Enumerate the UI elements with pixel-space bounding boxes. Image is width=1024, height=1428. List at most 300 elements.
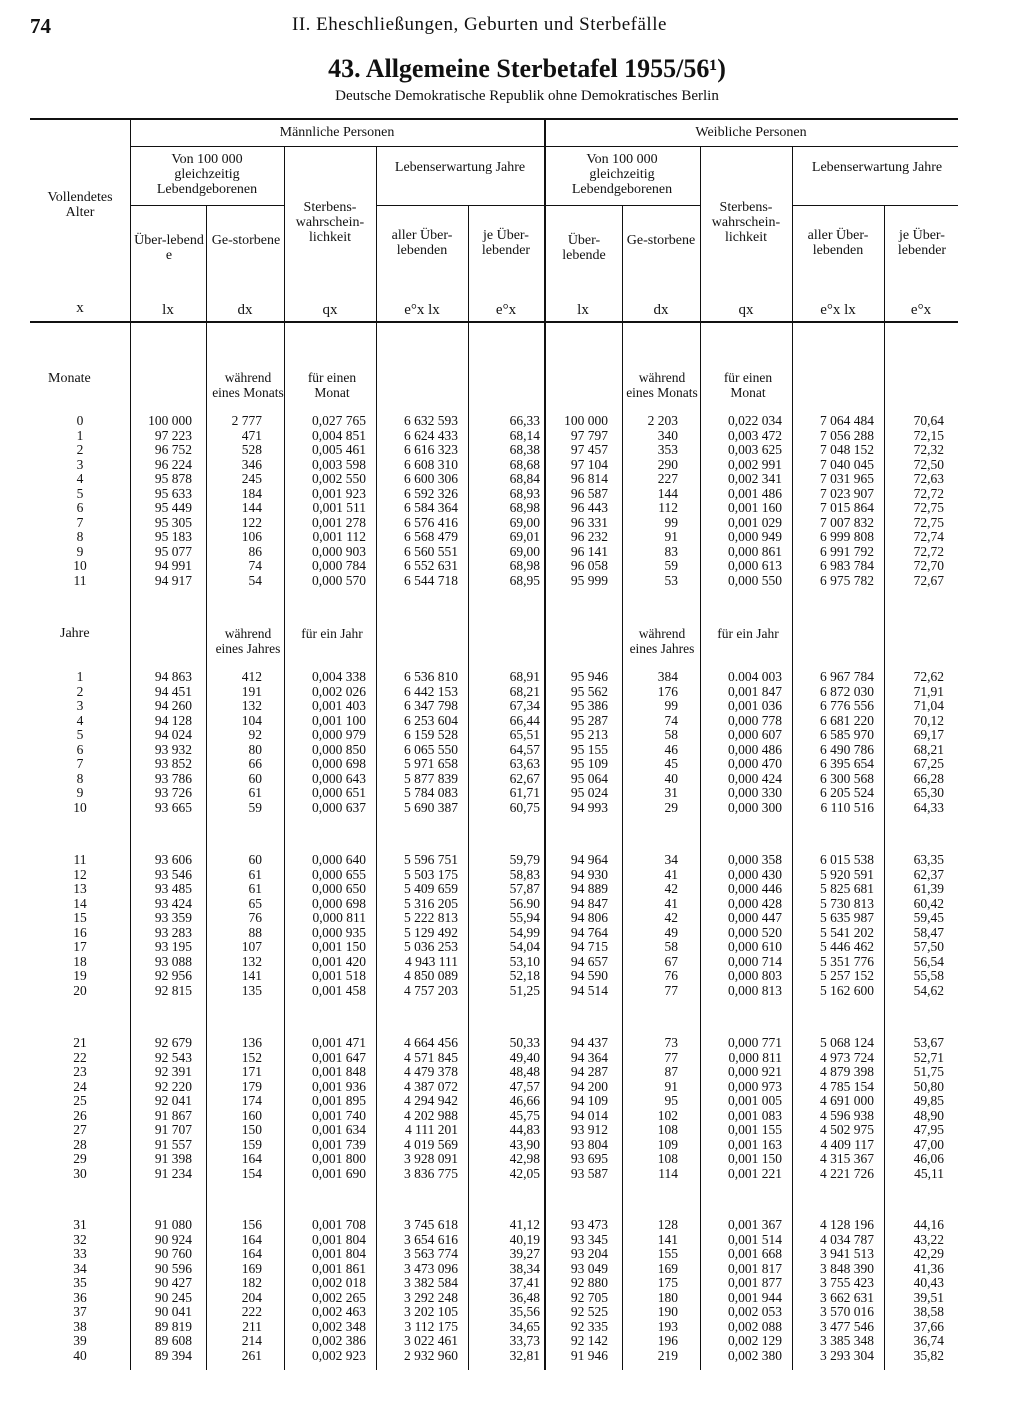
female-exlx-cell: 3 662 631 bbox=[820, 1289, 874, 1305]
male-qx-cell: 0,001 895 bbox=[312, 1093, 366, 1108]
female-exlx-cell: 6 983 784 bbox=[820, 558, 874, 573]
female-dx-cell: 175 bbox=[657, 1275, 678, 1290]
age-cell: 24 bbox=[73, 1078, 87, 1094]
female-ex-cell: 42,29 bbox=[913, 1246, 944, 1261]
male-for-year: für ein Jahr bbox=[301, 626, 363, 641]
female-dx-cell: 59 bbox=[664, 558, 678, 573]
male-exlx-cell: 3 473 096 bbox=[404, 1260, 458, 1276]
subgroup-rule bbox=[130, 205, 284, 206]
female-lx-cell: 94 993 bbox=[570, 799, 608, 815]
female-dx-cell: 40 bbox=[664, 770, 678, 786]
female-header: Weibliche Personen bbox=[695, 125, 807, 140]
age-cell: 8 bbox=[76, 529, 84, 544]
male-dx-cell: 528 bbox=[241, 442, 262, 457]
male-lx-cell: 92 679 bbox=[154, 1035, 192, 1050]
female-lx-cell: 94 715 bbox=[570, 939, 608, 954]
female-qx-cell: 0,001 668 bbox=[728, 1246, 782, 1261]
male-during-year: während eines Jahres bbox=[215, 626, 281, 656]
male-dx-cell: 60 bbox=[248, 852, 262, 867]
female-ex-cell: 72,62 bbox=[913, 669, 944, 684]
female-ex-cell: 63,35 bbox=[913, 852, 944, 867]
female-exlx-cell: 6 999 808 bbox=[820, 529, 874, 544]
female-qx-cell: 0,000 300 bbox=[728, 799, 782, 815]
female-qx-cell: 0,000 714 bbox=[728, 953, 782, 969]
female-dx-cell: 87 bbox=[664, 1064, 678, 1079]
male-ex-cell: 44,83 bbox=[509, 1122, 540, 1137]
male-lx-cell: 91 080 bbox=[154, 1217, 192, 1232]
female-lx-cell: 94 764 bbox=[570, 924, 608, 940]
female-prob-header: Sterbens-wahrschein-lichkeit bbox=[711, 200, 781, 245]
female-ex-cell: 69,17 bbox=[913, 727, 944, 742]
female-ex-cell: 41,36 bbox=[913, 1260, 944, 1276]
male-dx-cell: 132 bbox=[241, 698, 262, 713]
male-lx-cell: 89 819 bbox=[154, 1318, 192, 1334]
age-cell: 13 bbox=[73, 881, 87, 896]
male-lx-cell: 95 305 bbox=[154, 514, 192, 530]
female-lx-cell: 94 514 bbox=[570, 982, 608, 998]
male-dx-cell: 222 bbox=[241, 1304, 262, 1319]
female-for-year: für ein Jahr bbox=[717, 626, 779, 641]
age-cell: 3 bbox=[76, 456, 84, 472]
female-qx-cell: 0,002 088 bbox=[728, 1318, 782, 1334]
female-ex-cell: 71,91 bbox=[913, 683, 944, 699]
col-divider bbox=[622, 205, 623, 1370]
female-qx-cell: 0,001 847 bbox=[728, 683, 782, 699]
male-lx-cell: 92 956 bbox=[154, 968, 192, 983]
male-exlx-cell: 4 294 942 bbox=[404, 1093, 458, 1108]
female-ex-cell: 50,80 bbox=[913, 1078, 944, 1094]
female-lx-cell: 95 024 bbox=[570, 785, 608, 800]
female-exlx-cell: 6 967 784 bbox=[820, 669, 874, 684]
female-exlx-cell: 7 048 152 bbox=[820, 442, 874, 457]
male-ex-cell: 45,75 bbox=[509, 1107, 540, 1123]
male-dx-cell: 154 bbox=[241, 1165, 262, 1181]
female-exlx-cell: 6 490 786 bbox=[820, 741, 874, 757]
female-ex-cell: 72,32 bbox=[913, 442, 944, 457]
female-dx-cell: 112 bbox=[658, 500, 678, 515]
male-ex-cell: 46,66 bbox=[509, 1093, 540, 1108]
female-lx-cell: 95 155 bbox=[570, 741, 608, 757]
female-lx-cell: 95 946 bbox=[570, 669, 608, 684]
age-cell: 5 bbox=[76, 727, 84, 742]
female-lx-cell: 94 964 bbox=[570, 852, 608, 867]
male-dx-cell: 191 bbox=[241, 683, 262, 699]
female-ex-cell: 58,47 bbox=[913, 924, 944, 940]
female-qx-cell: 0,000 607 bbox=[728, 727, 782, 742]
male-exlx-cell: 3 022 461 bbox=[404, 1333, 458, 1348]
age-cell: 23 bbox=[73, 1064, 87, 1079]
male-qx-cell: 0,000 643 bbox=[312, 770, 366, 786]
age-cell: 14 bbox=[73, 895, 87, 911]
age-cell: 36 bbox=[73, 1289, 87, 1305]
male-qx-cell: 0,002 923 bbox=[312, 1347, 366, 1363]
age-cell: 40 bbox=[73, 1347, 87, 1363]
age-cell: 10 bbox=[73, 558, 87, 573]
female-exlx-cell: 5 730 813 bbox=[820, 895, 874, 911]
female-lx-cell: 95 109 bbox=[570, 756, 608, 771]
female-ex-cell: 72,50 bbox=[913, 456, 944, 472]
female-dx-cell: 109 bbox=[657, 1136, 678, 1152]
male-qx-cell: 0,000 650 bbox=[312, 881, 366, 896]
female-ex-cell: 72,75 bbox=[913, 514, 944, 530]
female-dx-cell: 2 203 bbox=[647, 413, 678, 428]
male-header: Männliche Personen bbox=[279, 125, 395, 140]
male-dx-cell: 211 bbox=[242, 1318, 262, 1334]
female-exlx-cell: 3 848 390 bbox=[820, 1260, 874, 1276]
male-exlx-cell: 4 571 845 bbox=[404, 1049, 458, 1065]
male-lx-cell: 90 245 bbox=[154, 1289, 192, 1305]
female-exlx-cell: 5 825 681 bbox=[820, 881, 874, 896]
female-lx-cell: 93 695 bbox=[570, 1151, 608, 1166]
female-exlx-cell: 3 755 423 bbox=[820, 1275, 874, 1290]
male-ex-cell: 69,01 bbox=[509, 529, 540, 544]
female-ex-cell: 72,75 bbox=[913, 500, 944, 515]
female-dx-cell: 49 bbox=[664, 924, 678, 940]
male-qx-cell: 0,001 804 bbox=[312, 1231, 366, 1247]
male-ex-cell: 43,90 bbox=[509, 1136, 540, 1152]
female-dx-cell: 155 bbox=[657, 1246, 678, 1261]
female-deceased-header: Ge-storbene bbox=[626, 233, 696, 248]
female-dx-cell: 144 bbox=[657, 485, 678, 501]
male-dx-cell: 171 bbox=[241, 1064, 262, 1079]
age-cell: 2 bbox=[76, 683, 84, 699]
male-dx-cell: 122 bbox=[241, 514, 262, 530]
male-prob-header: Sterbens-wahrschein-lichkeit bbox=[295, 200, 365, 245]
symbol-exlx: e°x lx bbox=[404, 302, 440, 318]
age-cell: 4 bbox=[76, 471, 84, 486]
male-ex-cell: 60,75 bbox=[509, 799, 540, 815]
male-exlx-cell: 5 503 175 bbox=[404, 866, 458, 882]
male-exlx-cell: 3 202 105 bbox=[404, 1304, 458, 1319]
male-qx-cell: 0,001 634 bbox=[312, 1122, 366, 1137]
male-dx-cell: 106 bbox=[241, 529, 262, 544]
female-ex-cell: 38,58 bbox=[913, 1304, 944, 1319]
female-dx-cell: 58 bbox=[664, 727, 678, 742]
female-survivors-header: Über-lebende bbox=[562, 233, 606, 263]
male-exlx-cell: 4 757 203 bbox=[404, 982, 458, 998]
female-dx-cell: 73 bbox=[664, 1035, 678, 1050]
male-ex-cell: 66,33 bbox=[509, 413, 540, 428]
female-lx-cell: 94 437 bbox=[570, 1035, 608, 1050]
female-ex-cell: 40,43 bbox=[913, 1275, 944, 1290]
age-cell: 10 bbox=[73, 799, 87, 815]
age-cell: 34 bbox=[73, 1260, 87, 1276]
female-lx-cell: 93 912 bbox=[570, 1122, 608, 1137]
male-lx-cell: 91 398 bbox=[154, 1151, 192, 1166]
female-ex-cell: 55,58 bbox=[913, 968, 944, 983]
female-exlx-cell: 4 221 726 bbox=[820, 1165, 874, 1181]
female-ex-cell: 59,45 bbox=[913, 910, 944, 925]
female-ex-cell: 48,90 bbox=[913, 1107, 944, 1123]
header-bottom-rule bbox=[30, 321, 958, 323]
female-each-header: je Über-lebender bbox=[897, 228, 947, 258]
male-exlx-cell: 2 932 960 bbox=[404, 1347, 458, 1363]
female-qx-cell: 0,000 778 bbox=[728, 712, 782, 728]
female-dx-cell: 41 bbox=[664, 895, 678, 911]
male-lx-cell: 94 260 bbox=[154, 698, 192, 713]
female-qx-cell: 0,000 550 bbox=[728, 572, 782, 588]
female-exlx-cell: 4 973 724 bbox=[820, 1049, 874, 1065]
male-ex-cell: 59,79 bbox=[509, 852, 540, 867]
male-qx-cell: 0,000 979 bbox=[312, 727, 366, 742]
male-dx-cell: 160 bbox=[241, 1107, 262, 1123]
age-cell: 4 bbox=[76, 712, 84, 728]
female-exlx-cell: 6 300 568 bbox=[820, 770, 874, 786]
female-qx-cell: 0,000 330 bbox=[728, 785, 782, 800]
male-lx-cell: 96 224 bbox=[154, 456, 192, 472]
age-cell: 12 bbox=[73, 866, 87, 882]
female-exlx-cell: 5 351 776 bbox=[820, 953, 874, 969]
male-ex-cell: 53,10 bbox=[509, 953, 540, 969]
male-ex-cell: 42,05 bbox=[509, 1165, 540, 1181]
male-qx-cell: 0,001 690 bbox=[312, 1165, 366, 1181]
symbol-qx: qx bbox=[738, 302, 754, 318]
male-dx-cell: 61 bbox=[248, 881, 262, 896]
male-qx-cell: 0,000 698 bbox=[312, 756, 366, 771]
male-qx-cell: 0,001 278 bbox=[312, 514, 366, 530]
female-qx-cell: 0,002 380 bbox=[728, 1347, 782, 1363]
male-exlx-cell: 6 568 479 bbox=[404, 529, 458, 544]
female-lx-cell: 96 058 bbox=[570, 558, 608, 573]
male-survivors-header: Über-lebende bbox=[134, 233, 204, 263]
male-exlx-cell: 6 608 310 bbox=[404, 456, 458, 472]
female-qx-cell: 0,000 973 bbox=[728, 1078, 782, 1094]
male-qx-cell: 0,002 550 bbox=[312, 471, 366, 486]
female-dx-cell: 176 bbox=[657, 683, 678, 699]
female-lx-cell: 96 587 bbox=[570, 485, 608, 501]
female-ex-cell: 36,74 bbox=[913, 1333, 944, 1348]
male-lx-cell: 91 867 bbox=[154, 1107, 192, 1123]
male-exlx-cell: 6 592 326 bbox=[404, 485, 458, 501]
female-for-month: für einen Monat bbox=[723, 370, 773, 400]
male-qx-cell: 0,002 265 bbox=[312, 1289, 366, 1305]
female-exlx-cell: 4 409 117 bbox=[820, 1136, 874, 1152]
subgroup-rule bbox=[376, 205, 544, 206]
male-dx-cell: 132 bbox=[241, 953, 262, 969]
male-ex-cell: 41,12 bbox=[509, 1217, 540, 1232]
male-qx-cell: 0,001 739 bbox=[312, 1136, 366, 1152]
female-ex-cell: 52,71 bbox=[913, 1049, 944, 1065]
male-ex-cell: 54,04 bbox=[509, 939, 540, 954]
age-cell: 18 bbox=[73, 953, 87, 969]
col-divider bbox=[468, 205, 469, 1370]
male-lx-cell: 94 917 bbox=[154, 572, 192, 588]
female-exlx-cell: 7 007 832 bbox=[820, 514, 874, 530]
male-ex-cell: 68,91 bbox=[509, 669, 540, 684]
female-exlx-cell: 6 110 516 bbox=[820, 799, 874, 815]
female-exlx-cell: 7 064 484 bbox=[820, 413, 874, 428]
col-divider bbox=[884, 205, 885, 1370]
male-lx-cell: 93 932 bbox=[154, 741, 192, 757]
male-qx-cell: 0,001 511 bbox=[312, 500, 366, 515]
female-ex-cell: 70,12 bbox=[913, 712, 944, 728]
male-ex-cell: 68,21 bbox=[509, 683, 540, 699]
male-lx-cell: 93 546 bbox=[154, 866, 192, 882]
male-for-month: für einen Monat bbox=[307, 370, 357, 400]
female-dx-cell: 91 bbox=[664, 529, 678, 544]
male-dx-cell: 159 bbox=[241, 1136, 262, 1152]
female-exlx-cell: 4 128 196 bbox=[820, 1217, 874, 1232]
male-qx-cell: 0,000 935 bbox=[312, 924, 366, 940]
female-during-month: während eines Monats bbox=[626, 370, 698, 400]
female-qx-cell: 0,002 053 bbox=[728, 1304, 782, 1319]
female-dx-cell: 77 bbox=[664, 1049, 678, 1065]
male-lx-cell: 91 234 bbox=[154, 1165, 192, 1181]
male-exlx-cell: 4 111 201 bbox=[405, 1122, 458, 1137]
male-dx-cell: 59 bbox=[248, 799, 262, 815]
male-lx-cell: 95 633 bbox=[154, 485, 192, 501]
female-ex-cell: 54,62 bbox=[913, 982, 944, 998]
female-lx-cell: 95 999 bbox=[570, 572, 608, 588]
female-lx-cell: 93 587 bbox=[570, 1165, 608, 1181]
age-cell: 27 bbox=[73, 1122, 87, 1137]
symbol-ex: e°x bbox=[910, 302, 932, 318]
female-lx-cell: 93 473 bbox=[570, 1217, 608, 1232]
female-lx-cell: 94 014 bbox=[570, 1107, 608, 1123]
female-qx-cell: 0,000 803 bbox=[728, 968, 782, 983]
male-qx-cell: 0,027 765 bbox=[312, 413, 366, 428]
female-lx-cell: 92 142 bbox=[570, 1333, 608, 1348]
male-dx-cell: 74 bbox=[248, 558, 262, 573]
female-exlx-cell: 4 785 154 bbox=[820, 1078, 874, 1094]
male-qx-cell: 0,000 850 bbox=[312, 741, 366, 757]
age-cell: 37 bbox=[73, 1304, 87, 1319]
female-dx-cell: 114 bbox=[658, 1165, 678, 1181]
female-lx-cell: 97 104 bbox=[570, 456, 608, 472]
male-ex-cell: 52,18 bbox=[509, 968, 540, 983]
female-qx-cell: 0,000 470 bbox=[728, 756, 782, 771]
male-lx-cell: 93 088 bbox=[154, 953, 192, 969]
female-ex-cell: 72,15 bbox=[913, 427, 944, 443]
male-dx-cell: 135 bbox=[241, 982, 262, 998]
male-ex-cell: 68,95 bbox=[509, 572, 540, 588]
age-cell: 6 bbox=[76, 741, 84, 757]
female-lx-cell: 93 049 bbox=[570, 1260, 608, 1276]
col-divider bbox=[376, 146, 377, 1370]
male-exlx-cell: 3 563 774 bbox=[404, 1246, 458, 1261]
male-qx-cell: 0,003 598 bbox=[312, 456, 366, 472]
female-dx-cell: 108 bbox=[657, 1122, 678, 1137]
female-qx-cell: 0,000 949 bbox=[728, 529, 782, 544]
male-lx-cell: 95 878 bbox=[154, 471, 192, 486]
male-dx-cell: 2 777 bbox=[231, 413, 262, 428]
female-lx-cell: 94 889 bbox=[570, 881, 608, 896]
male-dx-cell: 88 bbox=[248, 924, 262, 940]
male-exlx-cell: 6 632 593 bbox=[404, 413, 458, 428]
male-qx-cell: 0,001 420 bbox=[312, 953, 366, 969]
age-cell: 3 bbox=[76, 698, 84, 713]
male-lx-cell: 91 557 bbox=[154, 1136, 192, 1152]
male-lx-cell: 90 596 bbox=[154, 1260, 192, 1276]
female-qx-cell: 0,000 428 bbox=[728, 895, 782, 911]
male-ex-cell: 67,34 bbox=[509, 698, 540, 713]
age-cell: 29 bbox=[73, 1151, 87, 1166]
male-lx-cell: 92 391 bbox=[154, 1064, 192, 1079]
age-cell: 7 bbox=[76, 756, 84, 771]
female-all-header: aller Über-lebenden bbox=[807, 228, 869, 258]
female-lx-cell: 94 109 bbox=[570, 1093, 608, 1108]
female-ex-cell: 49,85 bbox=[913, 1093, 944, 1108]
female-qx-cell: 0,001 221 bbox=[728, 1165, 782, 1181]
female-exlx-cell: 5 541 202 bbox=[820, 924, 874, 940]
male-ex-cell: 63,63 bbox=[509, 756, 540, 771]
male-lx-cell: 95 183 bbox=[154, 529, 192, 544]
female-lx-cell: 95 213 bbox=[570, 727, 608, 742]
female-qx-cell: 0,003 472 bbox=[728, 427, 782, 443]
female-lx-cell: 95 386 bbox=[570, 698, 608, 713]
male-lx-cell: 90 760 bbox=[154, 1246, 192, 1261]
male-qx-cell: 0,000 570 bbox=[312, 572, 366, 588]
male-qx-cell: 0,000 651 bbox=[312, 785, 366, 800]
male-lx-cell: 94 991 bbox=[154, 558, 192, 573]
male-dx-cell: 60 bbox=[248, 770, 262, 786]
male-each-header: je Über-lebender bbox=[481, 228, 531, 258]
male-lx-cell: 97 223 bbox=[154, 427, 192, 443]
male-qx-cell: 0,002 348 bbox=[312, 1318, 366, 1334]
age-cell: 11 bbox=[73, 572, 87, 588]
symbol-dx: dx bbox=[237, 302, 253, 318]
female-ex-cell: 60,42 bbox=[913, 895, 944, 911]
female-lx-cell: 92 525 bbox=[570, 1304, 608, 1319]
male-exlx-cell: 5 222 813 bbox=[404, 910, 458, 925]
male-qx-cell: 0,001 150 bbox=[312, 939, 366, 954]
female-lx-cell: 92 705 bbox=[570, 1289, 608, 1305]
male-dx-cell: 150 bbox=[241, 1122, 262, 1137]
female-lx-cell: 96 443 bbox=[570, 500, 608, 515]
subgroup-rule bbox=[792, 205, 958, 206]
male-dx-cell: 261 bbox=[241, 1347, 262, 1363]
male-exlx-cell: 3 654 616 bbox=[404, 1231, 458, 1247]
female-dx-cell: 128 bbox=[657, 1217, 678, 1232]
female-dx-cell: 227 bbox=[657, 471, 678, 486]
female-qx-cell: 0,000 813 bbox=[728, 982, 782, 998]
female-dx-cell: 91 bbox=[664, 1078, 678, 1094]
male-ex-cell: 37,41 bbox=[509, 1275, 540, 1290]
female-dx-cell: 99 bbox=[664, 514, 678, 530]
male-qx-cell: 0,001 804 bbox=[312, 1246, 366, 1261]
female-exlx-cell: 4 596 938 bbox=[820, 1107, 874, 1123]
male-life-exp-header: Lebenserwartung Jahre bbox=[394, 160, 526, 175]
male-dx-cell: 136 bbox=[241, 1035, 262, 1050]
male-lx-cell: 91 707 bbox=[154, 1122, 192, 1137]
female-lx-cell: 94 200 bbox=[570, 1078, 608, 1094]
female-ex-cell: 62,37 bbox=[913, 866, 944, 882]
female-dx-cell: 67 bbox=[664, 953, 678, 969]
male-dx-cell: 156 bbox=[241, 1217, 262, 1232]
female-qx-cell: 0,001 150 bbox=[728, 1151, 782, 1166]
female-dx-cell: 76 bbox=[664, 968, 678, 983]
female-qx-cell: 0,001 160 bbox=[728, 500, 782, 515]
male-dx-cell: 179 bbox=[241, 1078, 262, 1094]
female-dx-cell: 45 bbox=[664, 756, 678, 771]
male-dx-cell: 66 bbox=[248, 756, 262, 771]
age-cell: 2 bbox=[76, 442, 84, 457]
female-life-exp-header: Lebenserwartung Jahre bbox=[811, 160, 943, 175]
female-lx-cell: 97 457 bbox=[570, 442, 608, 457]
male-dx-cell: 61 bbox=[248, 866, 262, 882]
age-cell: 8 bbox=[76, 770, 84, 786]
male-exlx-cell: 6 065 550 bbox=[404, 741, 458, 757]
age-cell: 5 bbox=[76, 485, 84, 501]
female-exlx-cell: 4 691 000 bbox=[820, 1093, 874, 1108]
male-lx-cell: 92 220 bbox=[154, 1078, 192, 1094]
male-dx-cell: 164 bbox=[241, 1151, 262, 1166]
female-lx-cell: 94 657 bbox=[570, 953, 608, 969]
female-dx-cell: 99 bbox=[664, 698, 678, 713]
male-ex-cell: 68,68 bbox=[509, 456, 540, 472]
female-dx-cell: 95 bbox=[664, 1093, 678, 1108]
male-dx-cell: 164 bbox=[241, 1231, 262, 1247]
